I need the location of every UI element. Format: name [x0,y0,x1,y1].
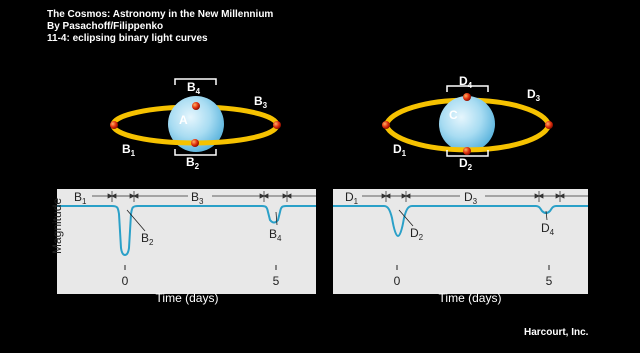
y-axis-label: Magnitude [50,197,64,254]
label-b2-bottom: $B_2$ [186,155,200,171]
label-b3-right: $B_3$ [254,94,268,110]
tick-label-5: 5 [272,274,280,288]
figure-title: The Cosmos: Astronomy in the New Millennium [47,9,274,20]
companion-d4 [463,93,471,101]
label-d1-left: $D_1$ [393,142,407,158]
companion-d3 [545,121,553,129]
tick-label-0: 0 [393,274,401,288]
right-panel [333,74,588,305]
companion-b2 [191,139,199,147]
segment-label-d1: $D_1$ [345,190,359,206]
dip-label-b4: $B_4$ [269,227,282,243]
segment-label-b3: $B_3$ [191,190,204,206]
companion-b3 [273,121,281,129]
star-c-label: C [449,108,458,122]
label-d3-right: $D_3$ [527,87,541,103]
left-panel [50,79,316,305]
tick-label-0: 0 [121,274,129,288]
publisher-credit: Harcourt, Inc. [524,327,589,338]
companion-d2 [463,147,471,155]
dip-label-d4: $D_4$ [541,221,555,237]
label-b1-left: $B_1$ [122,142,136,158]
figure-caption: 11-4: eclipsing binary light curves [47,33,208,44]
dip-label-b2: $B_2$ [141,231,154,247]
companion-d1 [382,121,390,129]
label-b4-top: $B_4$ [187,80,201,96]
companion-b4 [192,102,200,110]
label-d4-top: $D_4$ [459,74,473,90]
tick-label-5: 5 [545,274,553,288]
figure-authors: By Pasachoff/Filippenko [47,21,164,32]
star-c [439,96,495,152]
segment-label-b1: $B_1$ [74,190,87,206]
dip-label-d2: $D_2$ [410,226,424,242]
star-a-label: A [179,113,188,127]
x-axis-label: Time (days) [155,291,219,305]
companion-b1 [110,121,118,129]
label-d2-bottom: $D_2$ [459,156,473,172]
x-axis-label: Time (days) [438,291,502,305]
segment-label-d3: $D_3$ [464,190,478,206]
